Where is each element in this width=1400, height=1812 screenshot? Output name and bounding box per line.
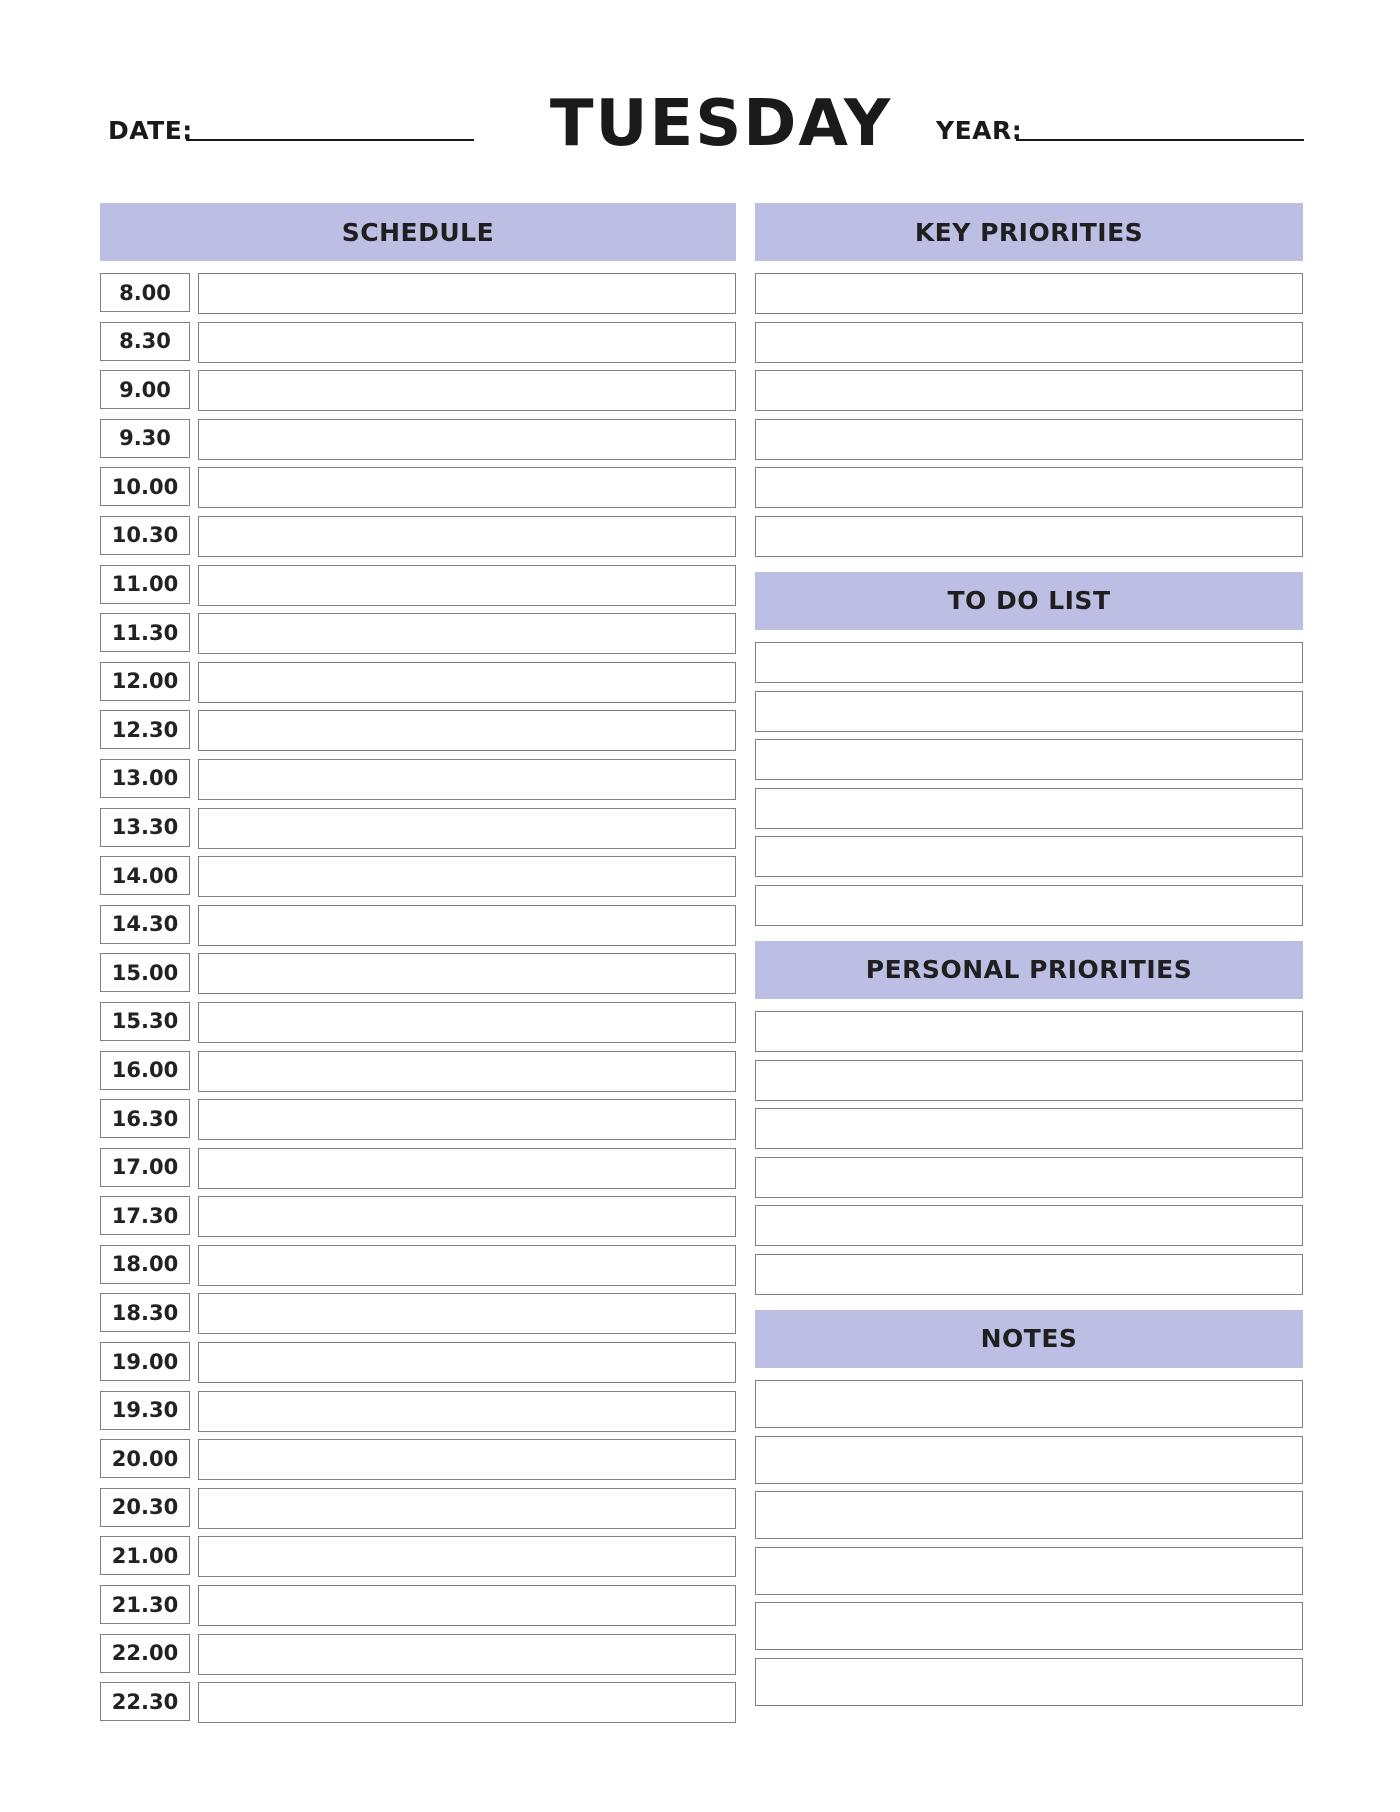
schedule-row [100,856,736,897]
schedule-row [100,1585,736,1626]
schedule-header: SCHEDULE [100,203,736,261]
schedule-time: 18.30 [100,1293,190,1332]
schedule-list [100,273,736,1723]
schedule-time: 22.00 [100,1634,190,1673]
year-field[interactable] [1016,139,1304,141]
schedule-entry-field[interactable] [198,1051,736,1092]
personal-priority-field[interactable] [755,1108,1303,1149]
schedule-entry-field[interactable] [198,1245,736,1286]
schedule-entry-field[interactable] [198,1682,736,1723]
schedule-row [100,419,736,460]
key-priorities-header: KEY PRIORITIES [755,203,1303,261]
schedule-row [100,759,736,800]
schedule-row [100,322,736,363]
schedule-time: 16.30 [100,1099,190,1138]
schedule-time: 13.30 [100,808,190,847]
schedule-entry-field[interactable] [198,953,736,994]
schedule-entry-field[interactable] [198,759,736,800]
personal-priority-field[interactable] [755,1205,1303,1246]
schedule-entry-field[interactable] [198,467,736,508]
schedule-time: 19.30 [100,1391,190,1430]
schedule-row [100,1099,736,1140]
note-field[interactable] [755,1602,1303,1650]
schedule-time: 15.30 [100,1002,190,1041]
schedule-entry-field[interactable] [198,710,736,751]
schedule-entry-field[interactable] [198,1196,736,1237]
schedule-row [100,1342,736,1383]
schedule-time: 15.00 [100,953,190,992]
schedule-entry-field[interactable] [198,1585,736,1626]
schedule-time: 9.00 [100,370,190,409]
date-label: DATE: [108,116,193,145]
schedule-entry-field[interactable] [198,808,736,849]
schedule-time: 8.00 [100,273,190,312]
notes-list [755,1380,1303,1706]
key-priorities-list [755,273,1303,557]
schedule-time: 12.30 [100,710,190,749]
personal-priority-field[interactable] [755,1254,1303,1295]
schedule-time: 22.30 [100,1682,190,1721]
schedule-entry-field[interactable] [198,1148,736,1189]
schedule-row [100,808,736,849]
personal-priorities-header: PERSONAL PRIORITIES [755,941,1303,999]
schedule-entry-field[interactable] [198,905,736,946]
schedule-entry-field[interactable] [198,370,736,411]
schedule-time: 19.00 [100,1342,190,1381]
schedule-time: 17.00 [100,1148,190,1187]
date-field[interactable] [186,139,474,141]
schedule-row [100,1391,736,1432]
schedule-time: 20.30 [100,1488,190,1527]
year-label: YEAR: [936,116,1023,145]
schedule-entry-field[interactable] [198,856,736,897]
todo-list [755,642,1303,926]
schedule-entry-field[interactable] [198,322,736,363]
schedule-row [100,273,736,314]
right-column [755,203,1303,1713]
schedule-entry-field[interactable] [198,613,736,654]
schedule-row [100,1196,736,1237]
personal-priority-field[interactable] [755,1157,1303,1198]
schedule-entry-field[interactable] [198,1391,736,1432]
schedule-row [100,1682,736,1723]
todo-field[interactable] [755,642,1303,683]
schedule-time: 21.30 [100,1585,190,1624]
note-field[interactable] [755,1491,1303,1539]
page-header [0,0,1400,180]
schedule-row [100,565,736,606]
schedule-row [100,1293,736,1334]
todo-header: TO DO LIST [755,572,1303,630]
todo-field[interactable] [755,691,1303,732]
schedule-time: 9.30 [100,419,190,458]
personal-priority-field[interactable] [755,1060,1303,1101]
schedule-entry-field[interactable] [198,419,736,460]
schedule-entry-field[interactable] [198,662,736,703]
schedule-time: 14.30 [100,905,190,944]
schedule-row [100,1439,736,1480]
schedule-row [100,467,736,508]
schedule-row [100,516,736,557]
day-title: TUESDAY [549,87,893,161]
schedule-entry-field[interactable] [198,516,736,557]
todo-field[interactable] [755,739,1303,780]
schedule-row [100,613,736,654]
schedule-time: 12.00 [100,662,190,701]
schedule-row [100,1148,736,1189]
schedule-time: 8.30 [100,322,190,361]
schedule-row [100,1634,736,1675]
schedule-time: 11.00 [100,565,190,604]
personal-priorities-list [755,1011,1303,1295]
schedule-row [100,905,736,946]
key-priority-field[interactable] [755,419,1303,460]
schedule-row [100,953,736,994]
schedule-time: 10.00 [100,467,190,506]
key-priority-field[interactable] [755,322,1303,363]
schedule-time: 18.00 [100,1245,190,1284]
todo-field[interactable] [755,788,1303,829]
personal-priority-field[interactable] [755,1011,1303,1052]
notes-header: NOTES [755,1310,1303,1368]
schedule-time: 17.30 [100,1196,190,1235]
schedule-entry-field[interactable] [198,1293,736,1334]
schedule-time: 20.00 [100,1439,190,1478]
key-priority-field[interactable] [755,370,1303,411]
schedule-row [100,1002,736,1043]
key-priority-field[interactable] [755,467,1303,508]
schedule-entry-field[interactable] [198,1099,736,1140]
key-priority-field[interactable] [755,273,1303,314]
schedule-row [100,1536,736,1577]
todo-field[interactable] [755,836,1303,877]
schedule-time: 11.30 [100,613,190,652]
key-priority-field[interactable] [755,516,1303,557]
note-field[interactable] [755,1658,1303,1706]
schedule-time: 21.00 [100,1536,190,1575]
note-field[interactable] [755,1436,1303,1484]
note-field[interactable] [755,1547,1303,1595]
schedule-entry-field[interactable] [198,273,736,314]
schedule-row [100,662,736,703]
schedule-entry-field[interactable] [198,1342,736,1383]
schedule-time: 16.00 [100,1051,190,1090]
schedule-entry-field[interactable] [198,1536,736,1577]
schedule-time: 13.00 [100,759,190,798]
schedule-time: 10.30 [100,516,190,555]
schedule-entry-field[interactable] [198,565,736,606]
note-field[interactable] [755,1380,1303,1428]
schedule-entry-field[interactable] [198,1634,736,1675]
schedule-entry-field[interactable] [198,1439,736,1480]
schedule-row [100,1245,736,1286]
schedule-row [100,1051,736,1092]
schedule-row [100,710,736,751]
schedule-row [100,1488,736,1529]
schedule-column [100,203,736,1723]
todo-field[interactable] [755,885,1303,926]
schedule-row [100,370,736,411]
schedule-entry-field[interactable] [198,1002,736,1043]
schedule-time: 14.00 [100,856,190,895]
schedule-entry-field[interactable] [198,1488,736,1529]
